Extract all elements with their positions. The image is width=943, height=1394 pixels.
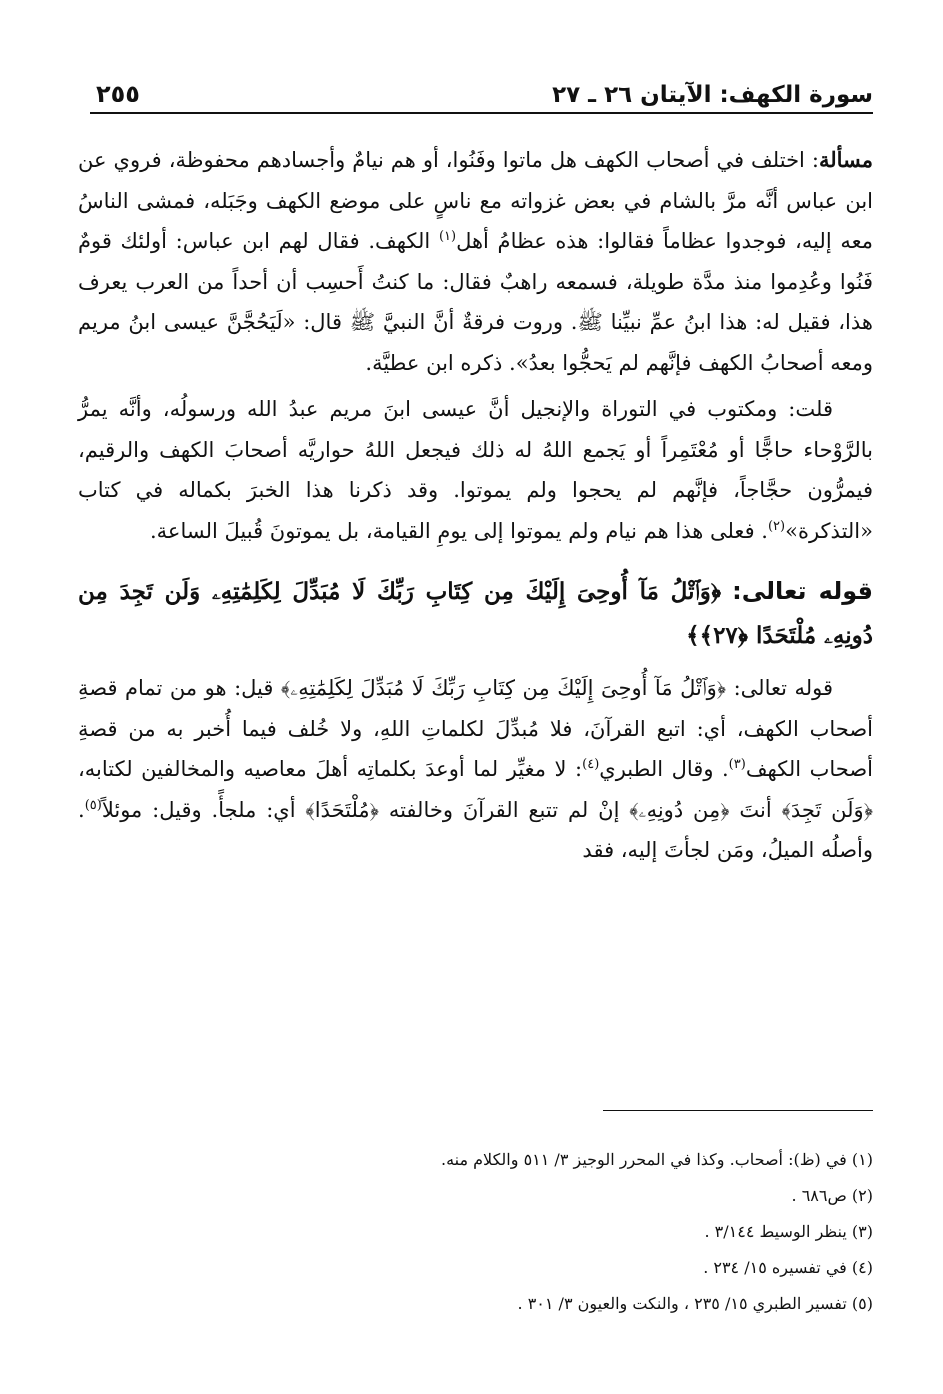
footnote-3: (٣) ينظر الوسيط ٣/١٤٤ . bbox=[704, 1222, 873, 1241]
paragraph-masala bbox=[78, 140, 873, 383]
paragraph-text: : لا مغيِّر لما أوعدَ بكلماتِه أهلَ معاصيه والمخالفين لكتابه، ﴿وَلَن تَجِدَ﴾ أنتَ ﴿مِن دُونِهِۦ﴾ إنْ لم تتبع القرآنَ وخالفته ﴿مُلْتَحَدًا﴾ أي: ملجأً. وقيل: موئلاً bbox=[78, 757, 873, 822]
running-title: سورة الكهف: الآيتان ٢٦ ـ ٢٧ bbox=[552, 82, 873, 108]
paragraph-text: : اختلف في أصحاب الكهف هل ماتوا وفَنُوا، أو هم نيامٌ وأجسادهم محفوظة، فروي عن ابن عباس أنَّه مرَّ بالشام في بعض غزواته مع ناسٍ على موضع الكهف وجَبَله، فمشى الناسُ معه إليه، فوجدوا عظاماً فقالوا: هذه عظامُ أهل bbox=[78, 148, 873, 253]
footnote-ref-4[interactable]: (٤) bbox=[582, 757, 600, 772]
footnote-ref-3[interactable]: (٣) bbox=[728, 757, 746, 772]
page-number: ٢٥٥ bbox=[96, 80, 140, 108]
footnote-2: (٢) ص٦٨٦ . bbox=[791, 1186, 873, 1205]
paragraph-text: . وقال الطبري bbox=[599, 757, 729, 781]
page-header bbox=[90, 66, 873, 114]
footnote-4: (٤) في تفسيره ١٥/ ٢٣٤ . bbox=[703, 1258, 873, 1277]
footnote-divider bbox=[603, 1110, 873, 1111]
verse-lead: قوله تعالى: bbox=[732, 577, 873, 605]
paragraph-text: . فعلى هذا هم نيام ولم يموتوا إلى يومِ القيامة، بل يموتونَ قُبيلَ الساعة. bbox=[149, 518, 768, 543]
paragraph-text: قلت: ومكتوب في التوراة والإنجيل أنَّ عيسى ابنَ مريم عبدُ الله ورسولُه، وأنَّه يمرُّ بالرَّوْحاء حاجًّا أو مُعْتَمِراً أو يَجمع اللهُ له ذلك فيجعل اللهُ حواريَّه أصحابَ الكهف والرقيم، فيمرُّون حجَّاجاً، فإنَّهم لم يحجوا ولم يموتوا. وقد ذكرنا هذا الخبرَ بكماله في كتاب «التذكرة» bbox=[78, 397, 873, 543]
paragraph-text: الكهف. فقال لهم ابن عباس: أولئك قومٌ فَنُوا وعُدِموا منذ مدَّة طويلة، فسمعه راهبٌ فقال: ما كنتُ أَحسِب أن أحداً من العرب يعرف هذا، فقيل له: هذا ابنُ عمِّ نبيِّنا ﷺ. وروت فرقةٌ أنَّ النبيَّ ﷺ قال: «لَيَحُجَّنَّ عيسى ابنُ مريم ومعه أصحابُ الكهف فإنَّهم لم يَحجُّوا بعدُ». ذكره ابن عطيَّة. bbox=[78, 229, 873, 375]
masala-keyword: مسألة bbox=[818, 147, 873, 172]
footnote-ref-1[interactable]: (١) bbox=[438, 229, 457, 244]
paragraph-qultu bbox=[78, 389, 873, 551]
paragraph-text: قوله تعالى: ﴿وَٱتْلُ مَآ أُوحِىَ إِلَيْكَ مِن كِتَابِ رَبِّكَ لَا مُبَدِّلَ لِكَلِمَٰتِهِۦ﴾ قيل: هو من تمام قصةِ أصحاب الكهف، أي: اتبع القرآنَ، فلا مُبدِّلَ لكلماتِ اللهِ، ولا خُلف فيما أُخبر به من قصةِ أصحاب الكهف bbox=[78, 676, 873, 781]
paragraph-text: . وأصلُه الميلُ، ومَن لجأتَ إليه، فقد bbox=[78, 797, 873, 862]
footnote-5: (٥) تفسير الطبري ١٥/ ٢٣٥ ، والنكت والعيون ٣/ ٣٠١ . bbox=[517, 1294, 873, 1313]
footnote-1: (١) في (ظ): أصحاب. وكذا في المحرر الوجيز ٣/ ٥١١ والكلام منه. bbox=[440, 1150, 873, 1169]
quran-verse: ﴿وَٱتْلُ مَآ أُوحِىَ إِلَيْكَ مِن كِتَابِ رَبِّكَ لَا مُبَدِّلَ لِكَلِمَٰتِهِۦ وَلَن تَجِدَ مِن دُونِهِۦ مُلْتَحَدًا ﴿٢٧﴾﴾ bbox=[78, 578, 873, 649]
paragraph-tafsir bbox=[78, 668, 873, 871]
main-text bbox=[78, 140, 873, 871]
footnote-ref-5[interactable]: (٥) bbox=[84, 797, 102, 813]
footnotes bbox=[120, 1142, 873, 1322]
footnote-ref-2[interactable]: (٢) bbox=[767, 518, 786, 534]
verse-heading bbox=[78, 569, 873, 658]
